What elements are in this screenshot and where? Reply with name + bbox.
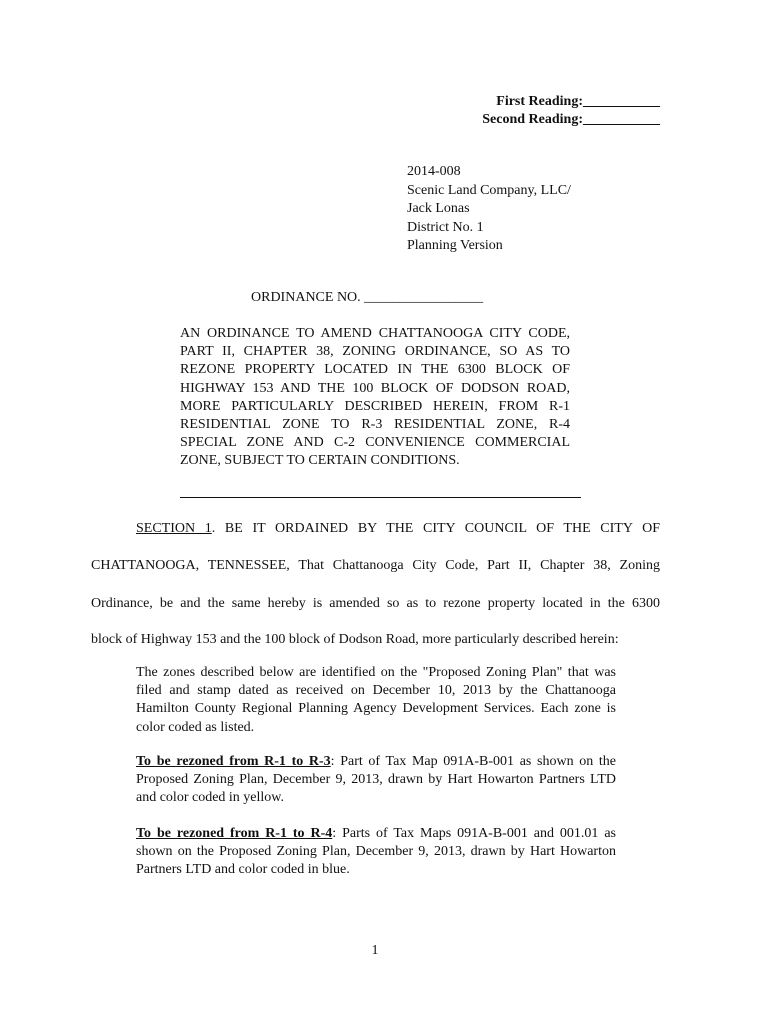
caption-divider: [180, 497, 581, 498]
rezone-r3-paragraph: [136, 753, 616, 808]
section1-line-2: CHATTANOOGA, TENNESSEE, That Chattanooga City Code, Part II, Chapter 38, Zoning: [91, 558, 660, 573]
section1-label: SECTION 1: [136, 521, 212, 536]
applicant-line-2: Jack Lonas: [407, 201, 470, 216]
applicant-line-1: Scenic Land Company, LLC/: [407, 182, 571, 198]
section1-line-3: Ordinance, be and the same hereby is amended so as to rezone property located in the 6300: [91, 596, 660, 611]
zones-intro-paragraph: The zones described below are identified on the "Proposed Zoning Plan" that was filed and stamp dated as received on December 10, 2013 by the Chattanooga Hamilton County Regional Planning Agency Development Services. Each zone is color coded as listed.: [136, 665, 616, 735]
ordinance-number: ORDINANCE NO. _________________: [251, 290, 484, 305]
rezone-r3-heading: To be rezoned from R-1 to R-3: [136, 754, 331, 769]
rezone-r3-text: : Part of Tax Map 091A-B-001 as shown on the Proposed Zoning Plan, December 9, 2013, drawn by Hart Howarton Partners LTD and color coded in yellow.: [136, 754, 616, 806]
page-number: 1: [371, 943, 379, 958]
district: District No. 1: [407, 219, 484, 235]
first-reading-line: [496, 94, 660, 110]
first-reading-blank: ___________: [583, 94, 660, 109]
second-reading-blank: ___________: [583, 112, 660, 127]
second-reading-label: Second Reading:: [482, 112, 583, 127]
second-reading-line: [482, 112, 660, 128]
case-number: 2014-008: [407, 164, 461, 179]
section1-line-1-text: . BE IT ORDAINED BY THE CITY COUNCIL OF THE CITY OF: [211, 521, 660, 536]
section1-line-1: [136, 521, 660, 537]
version: Planning Version: [407, 238, 503, 253]
section1-line-4: block of Highway 153 and the 100 block of Dodson Road, more particularly described herein:: [91, 632, 619, 647]
case-info: [407, 163, 571, 256]
ordinance-caption: AN ORDINANCE TO AMEND CHATTANOOGA CITY CODE, PART II, CHAPTER 38, ZONING ORDINANCE, SO AS TO REZONE PROPERTY LOCATED IN THE 6300 BLOCK OF HIGHWAY 153 AND THE 100 BLOCK OF DODSON ROAD, MORE PARTICULARLY DESCRIBED HEREIN, FROM R-1 RESIDENTIAL ZONE TO R-3 RESIDENTIAL ZONE, R-4 SPECIAL ZONE AND C-2 CONVENIENCE COMMERCIAL ZONE, SUBJECT TO CERTAIN CONDITIONS.: [180, 326, 570, 469]
rezone-r4-text: : Parts of Tax Maps 091A-B-001 and 001.01 as shown on the Proposed Zoning Plan, December 9, 2013, drawn by Hart Howarton Partners LTD and color coded in blue.: [136, 826, 616, 878]
first-reading-label: First Reading:: [496, 94, 583, 109]
rezone-r4-heading: To be rezoned from R-1 to R-4: [136, 826, 333, 841]
rezone-r4-paragraph: [136, 825, 616, 880]
